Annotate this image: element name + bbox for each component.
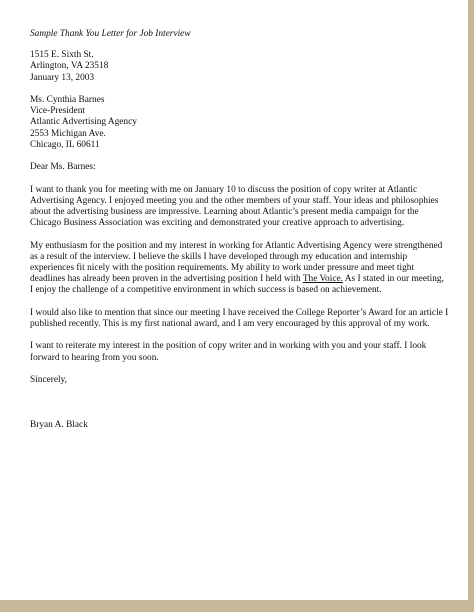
paragraph-line: I would also like to mention that since our meeting I have received the College Reporter’s Award for an article I bbox=[30, 307, 449, 318]
paragraph-2 bbox=[30, 241, 450, 297]
paragraph-line: published recently. This is my first national award, and I am very encouraged by this approval of my work. bbox=[30, 319, 430, 329]
paragraph-text: As I stated in our meeting, bbox=[342, 274, 444, 285]
salutation: Dear Ms. Barnes: bbox=[30, 162, 96, 173]
paragraph-line: Chicago Business Association was exciting and demonstrated your creative approach to advertising. bbox=[30, 218, 405, 229]
underlined-publication: The Voice. bbox=[302, 274, 343, 285]
recipient-street: 2553 Michigan Ave. bbox=[30, 128, 106, 139]
recipient-company: Atlantic Advertising Agency bbox=[30, 117, 137, 128]
paragraph-4 bbox=[30, 341, 450, 363]
sender-address bbox=[30, 50, 450, 84]
paragraph-3 bbox=[30, 308, 450, 330]
paragraph-line: Advertising Agency. I enjoyed meeting you and the other members of your staff. Your ideas and philosophies bbox=[30, 195, 439, 206]
sender-street: 1515 E. Sixth St. bbox=[30, 50, 94, 61]
paragraph-line: I want to reiterate my interest in the position of copy writer and in working with you and your staff. I look bbox=[30, 341, 427, 352]
letter-body bbox=[30, 29, 450, 431]
paragraph-text: deadlines has already been proven in the advertising position I held with bbox=[30, 274, 303, 285]
paragraph-line bbox=[30, 274, 450, 285]
paragraph-line: My enthusiasm for the position and my interest in working for Atlantic Advertising Agency were strengthened bbox=[30, 240, 443, 251]
frame-border-bottom bbox=[0, 600, 474, 612]
letter-title: Sample Thank You Letter for Job Interview bbox=[30, 29, 191, 39]
paragraph-line: about the advertising business are impressive. Learning about Atlantic’s present media campaign for the bbox=[30, 207, 419, 217]
recipient-city: Chicago, IL 60611 bbox=[30, 139, 100, 150]
paragraph-line: I want to thank you for meeting with me on January 10 to discuss the position of copy writer at Atlantic bbox=[30, 184, 418, 195]
closing: Sincerely, bbox=[30, 374, 68, 385]
signature-name: Bryan A. Black bbox=[30, 419, 88, 430]
recipient-address bbox=[30, 95, 450, 151]
paragraph-1 bbox=[30, 185, 450, 230]
paragraph-line: experiences fit nicely with the position requirements. My ability to work under pressure and meet tight bbox=[30, 263, 415, 273]
paragraph-line: I enjoy the challenge of a competitive environment in which success is based on achievement. bbox=[30, 285, 382, 296]
letter-date: January 13, 2003 bbox=[30, 72, 95, 83]
paragraph-line: as a result of the interview. I believe the skills I have developed through my education and internship bbox=[30, 251, 408, 262]
recipient-title: Vice-President bbox=[30, 106, 85, 117]
sender-city: Arlington, VA 23518 bbox=[30, 61, 109, 72]
frame-border-right bbox=[468, 0, 474, 612]
recipient-name: Ms. Cynthia Barnes bbox=[30, 95, 105, 105]
paragraph-line: forward to hearing from you soon. bbox=[30, 352, 159, 363]
